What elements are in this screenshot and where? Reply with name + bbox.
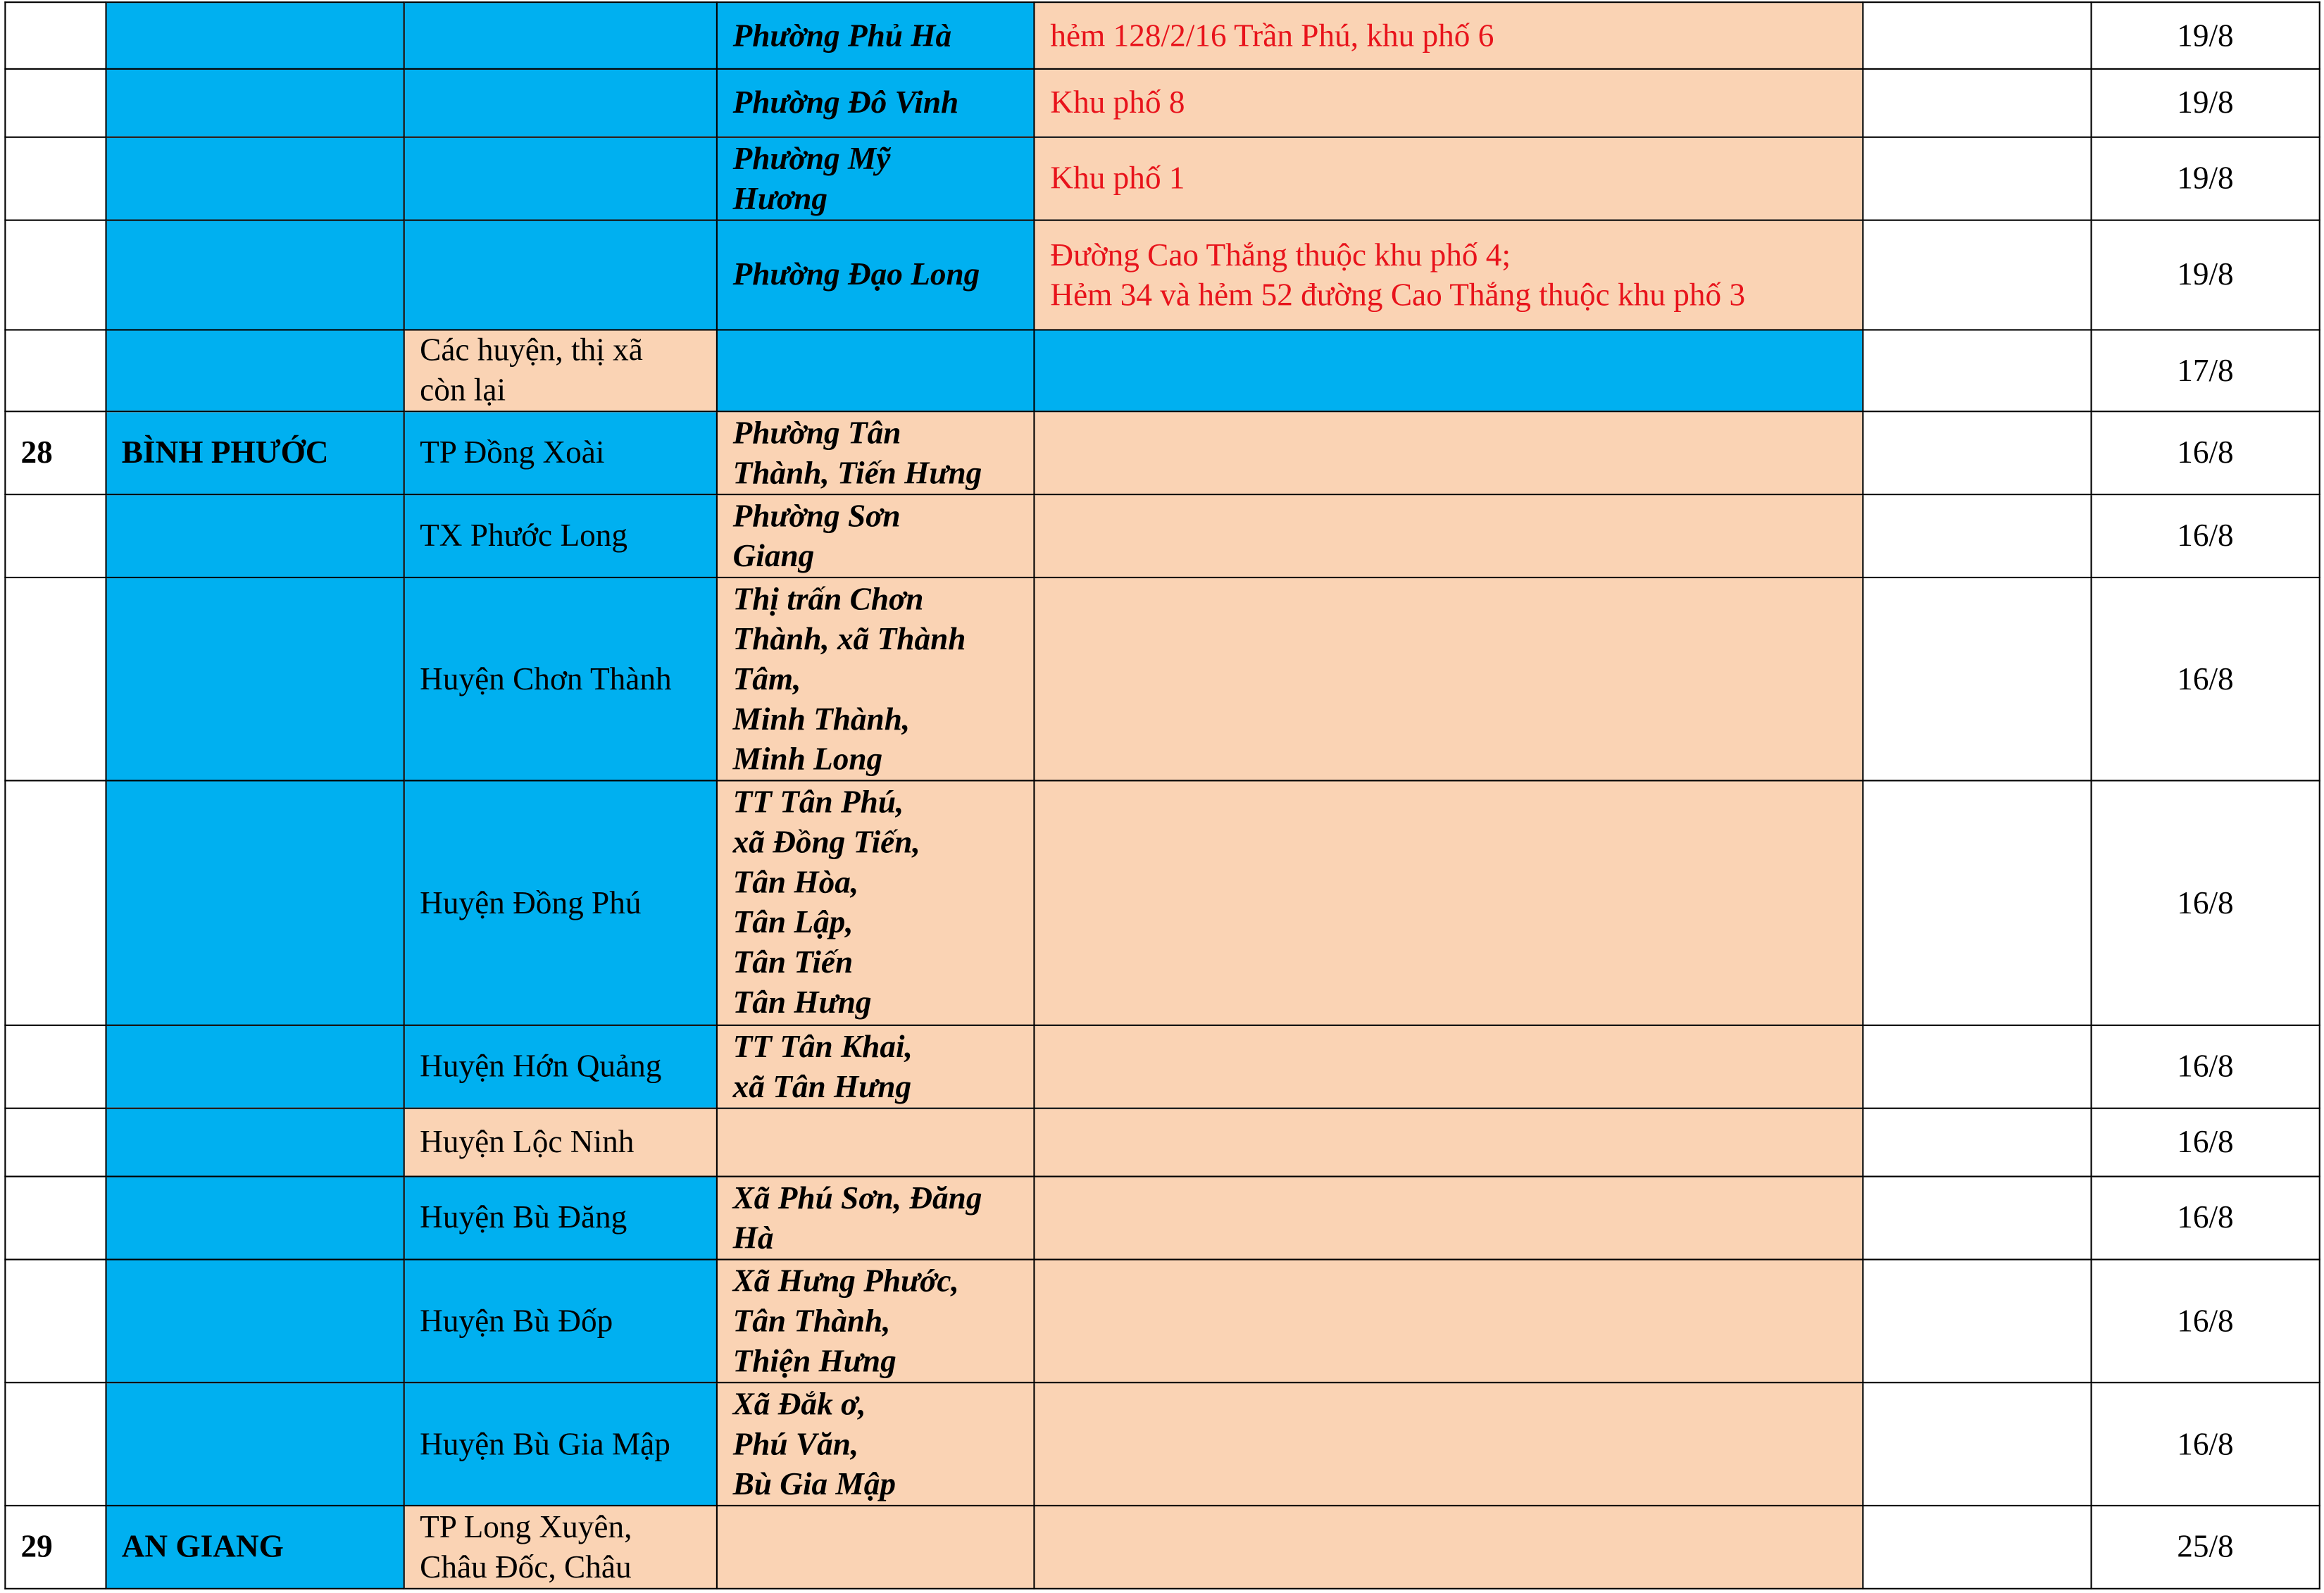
cell-ward-line: Tâm,: [732, 660, 801, 696]
cell-district: [404, 1177, 717, 1260]
cell-district: [404, 330, 717, 411]
cell-detail: [1035, 1177, 1862, 1260]
cell-ward: [718, 220, 1035, 330]
cell-detail: [1035, 1025, 1862, 1108]
table-row: [5, 1025, 2319, 1108]
cell-date: 19/8: [2091, 137, 2320, 220]
cell-ward: [718, 330, 1035, 411]
cell-ward: [718, 69, 1035, 137]
cell-detail: [1035, 2, 1862, 69]
cell-date: 16/8: [2091, 1259, 2320, 1382]
cell-detail: [1035, 780, 1862, 1025]
cell-district-line: Huyện Chơn Thành: [420, 660, 672, 696]
cell-empty: [1863, 220, 2091, 330]
cell-province: [106, 1025, 404, 1108]
cell-ward: [718, 494, 1035, 577]
cell-detail: [1035, 330, 1862, 411]
table-row: [5, 220, 2319, 330]
table-row: [5, 780, 2319, 1025]
table-row: [5, 1382, 2319, 1506]
table-row: [5, 1108, 2319, 1177]
table-row: [5, 1177, 2319, 1260]
cell-empty: [1863, 137, 2091, 220]
cell-ward-line: Phường Phủ Hà: [732, 17, 952, 53]
cell-detail-line: Khu phố 8: [1050, 85, 1185, 120]
cell-empty: [1863, 2, 2091, 69]
cell-ward-line: Thành, xã Thành: [732, 620, 966, 656]
cell-detail-line: Khu phố 1: [1050, 160, 1185, 196]
cell-number: [5, 330, 106, 411]
cell-district: [404, 1506, 717, 1589]
cell-number: [5, 137, 106, 220]
cell-empty: [1863, 1382, 2091, 1506]
table-row: [5, 330, 2319, 411]
cell-detail: [1035, 411, 1862, 494]
cell-date: 16/8: [2091, 1025, 2320, 1108]
cell-number: [5, 1025, 106, 1108]
table-row: [5, 494, 2319, 577]
cell-detail: [1035, 1382, 1862, 1506]
cell-ward: [718, 1177, 1035, 1260]
cell-ward-line: Minh Thành,: [732, 700, 911, 737]
cell-detail: [1035, 220, 1862, 330]
cell-date: 16/8: [2091, 1177, 2320, 1260]
cell-empty: [1863, 1025, 2091, 1108]
cell-ward-line: Hương: [732, 180, 828, 216]
cell-province: [106, 494, 404, 577]
cell-number: [5, 1382, 106, 1506]
cell-detail: [1035, 1108, 1862, 1177]
cell-district: [404, 2, 717, 69]
cell-number: 29: [5, 1506, 106, 1589]
cell-number: [5, 577, 106, 780]
cell-ward-line: Hà: [732, 1219, 774, 1256]
cell-date: 16/8: [2091, 780, 2320, 1025]
cell-empty: [1863, 1506, 2091, 1589]
cell-detail: [1035, 69, 1862, 137]
cell-date: 19/8: [2091, 69, 2320, 137]
cell-detail-line: Đường Cao Thắng thuộc khu phố 4;: [1050, 236, 1511, 273]
cell-ward: [718, 1108, 1035, 1177]
cell-ward: [718, 411, 1035, 494]
cell-district-line: TP Long Xuyên,: [420, 1508, 632, 1544]
table-row: [5, 69, 2319, 137]
table-row: [5, 137, 2319, 220]
cell-ward: [718, 137, 1035, 220]
cell-date: 19/8: [2091, 2, 2320, 69]
table-row: [5, 2, 2319, 69]
cell-ward-line: TT Tân Khai,: [732, 1028, 913, 1064]
cell-detail: [1035, 1259, 1862, 1382]
cell-ward-line: Phường Đô Vinh: [732, 85, 959, 120]
cell-ward-line: Thị trấn Chơn: [732, 580, 924, 616]
cell-ward: [718, 780, 1035, 1025]
cell-province: [106, 1177, 404, 1260]
cell-province: [106, 1259, 404, 1382]
cell-province: [106, 1108, 404, 1177]
cell-district-line: Huyện Bù Gia Mập: [420, 1425, 670, 1461]
cell-empty: [1863, 411, 2091, 494]
cell-empty: [1863, 577, 2091, 780]
cell-province: BÌNH PHƯỚC: [106, 411, 404, 494]
cell-province: [106, 220, 404, 330]
cell-district: [404, 137, 717, 220]
cell-district-line: Huyện Đồng Phú: [420, 884, 642, 920]
cell-detail-line: hẻm 128/2/16 Trần Phú, khu phố 6: [1050, 17, 1494, 53]
cell-date: 16/8: [2091, 1108, 2320, 1177]
cell-district: [404, 494, 717, 577]
cell-number: [5, 69, 106, 137]
cell-date: 16/8: [2091, 411, 2320, 494]
cell-detail-line: Hẻm 34 và hẻm 52 đường Cao Thắng thuộc khu phố 3: [1050, 276, 1746, 313]
cell-province: [106, 1382, 404, 1506]
cell-date: 25/8: [2091, 1506, 2320, 1589]
cell-district-line: TP Đồng Xoài: [420, 434, 605, 470]
cell-ward-line: Tân Hòa,: [732, 864, 859, 900]
cell-district: [404, 1259, 717, 1382]
cell-number: [5, 2, 106, 69]
cell-number: [5, 1259, 106, 1382]
cell-district-line: Huyện Hớn Quảng: [420, 1048, 662, 1084]
cell-ward: [718, 1506, 1035, 1589]
cell-ward-line: Bù Gia Mập: [732, 1466, 897, 1501]
cell-detail: [1035, 1506, 1862, 1589]
cell-ward: [718, 1259, 1035, 1382]
cell-province: [106, 780, 404, 1025]
cell-number: [5, 220, 106, 330]
cell-province: [106, 330, 404, 411]
cell-province: [106, 69, 404, 137]
table-body: [5, 2, 2319, 1589]
cell-ward-line: Xã Đắk ơ,: [732, 1385, 866, 1421]
cell-date: 16/8: [2091, 577, 2320, 780]
cell-number: [5, 494, 106, 577]
cell-district-line: TX Phước Long: [420, 517, 628, 554]
cell-empty: [1863, 330, 2091, 411]
cell-ward-line: Phường Tân: [732, 414, 901, 450]
cell-district: [404, 69, 717, 137]
cell-empty: [1863, 494, 2091, 577]
cell-date: 16/8: [2091, 1382, 2320, 1506]
cell-district: [404, 1025, 717, 1108]
cell-detail: [1035, 494, 1862, 577]
cell-empty: [1863, 1177, 2091, 1260]
cell-district: [404, 411, 717, 494]
cell-district: [404, 220, 717, 330]
cell-empty: [1863, 69, 2091, 137]
cell-date: 19/8: [2091, 220, 2320, 330]
cell-number: [5, 1177, 106, 1260]
cell-district-line: Châu Đốc, Châu: [420, 1548, 632, 1585]
cell-province: AN GIANG: [106, 1506, 404, 1589]
cell-number: 28: [5, 411, 106, 494]
cell-ward-line: Phường Đạo Long: [732, 256, 980, 292]
cell-number: [5, 1108, 106, 1177]
table-row: [5, 1506, 2319, 1589]
table-row: [5, 411, 2319, 494]
cell-ward-line: Phường Mỹ: [732, 139, 891, 176]
cell-empty: [1863, 1108, 2091, 1177]
cell-ward-line: Giang: [732, 537, 815, 573]
cell-ward-line: Tân Lập,: [732, 904, 854, 940]
cell-ward-line: Tân Hưng: [732, 984, 872, 1020]
cell-ward: [718, 1025, 1035, 1108]
cell-date: 17/8: [2091, 330, 2320, 411]
cell-district-line: Huyện Bù Đăng: [420, 1199, 627, 1235]
cell-ward-line: Xã Hưng Phước,: [732, 1262, 959, 1299]
cell-ward-line: Xã Phú Sơn, Đăng: [732, 1179, 982, 1216]
cell-empty: [1863, 1259, 2091, 1382]
cell-ward: [718, 1382, 1035, 1506]
cell-empty: [1863, 780, 2091, 1025]
cell-district-line: Huyện Bù Đốp: [420, 1302, 613, 1339]
cell-district: [404, 1382, 717, 1506]
table-row: [5, 1259, 2319, 1382]
cell-ward-line: Tân Thành,: [732, 1302, 891, 1339]
cell-ward-line: xã Tân Hưng: [732, 1068, 912, 1104]
cell-ward: [718, 2, 1035, 69]
cell-detail: [1035, 137, 1862, 220]
cell-ward-line: Tân Tiến: [732, 944, 854, 980]
cell-province: [106, 2, 404, 69]
cell-number: [5, 780, 106, 1025]
cell-district-line: Các huyện, thị xã: [420, 332, 643, 368]
cell-ward-line: Phú Văn,: [732, 1425, 859, 1461]
cell-ward-line: xã Đồng Tiến,: [732, 824, 920, 861]
cell-province: [106, 137, 404, 220]
area-table: [4, 1, 2320, 1589]
cell-ward-line: Phường Sơn: [732, 497, 901, 533]
cell-district-line: Huyện Lộc Ninh: [420, 1123, 635, 1160]
cell-ward-line: Thiện Hưng: [732, 1342, 897, 1378]
cell-ward-line: Thành, Tiến Hưng: [732, 454, 982, 490]
cell-ward: [718, 577, 1035, 780]
cell-date: 16/8: [2091, 494, 2320, 577]
cell-detail: [1035, 577, 1862, 780]
cell-district: [404, 1108, 717, 1177]
cell-district: [404, 780, 717, 1025]
cell-district: [404, 577, 717, 780]
cell-province: [106, 577, 404, 780]
cell-district-line: còn lại: [420, 372, 506, 408]
cell-ward-line: Minh Long: [732, 740, 883, 777]
table-row: [5, 577, 2319, 780]
cell-ward-line: TT Tân Phú,: [732, 784, 904, 820]
